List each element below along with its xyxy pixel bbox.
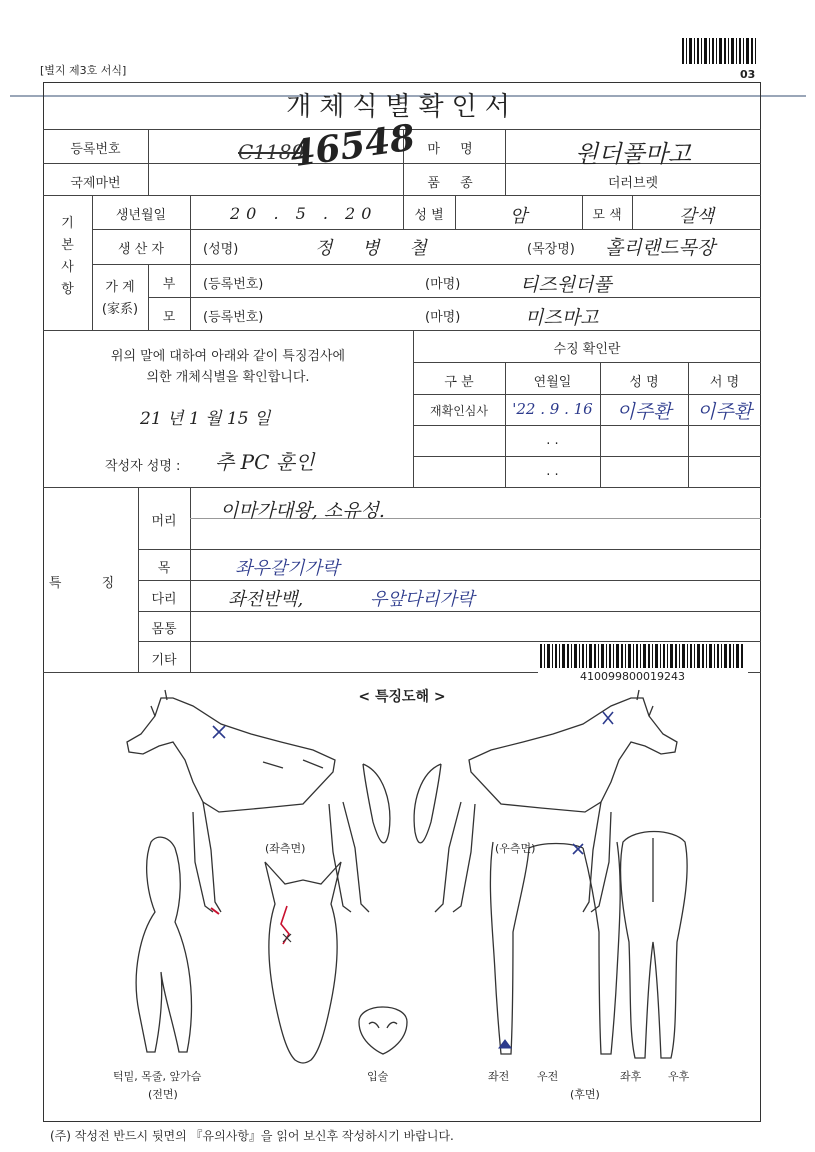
head-value: 이마가대왕, 소유성.	[220, 500, 385, 522]
reg-no-label: 등록번호	[70, 142, 121, 157]
col-category: 구 분	[444, 375, 474, 390]
sire-reg-label: (등록번호)	[203, 277, 264, 292]
diagram-title: < 특징도해 >	[358, 689, 446, 705]
row-line	[92, 264, 761, 265]
row-line	[413, 425, 761, 426]
footer-note: (주) 작성전 반드시 뒷면의 『유의사항』을 읽어 보신후 작성하시기 바랍니다.	[50, 1129, 454, 1143]
col-date: 연월일	[533, 375, 572, 390]
left-side-horse	[127, 690, 390, 912]
dam-reg-label: (등록번호)	[203, 310, 264, 325]
right-side-horse	[414, 690, 677, 912]
row1-sign: 이주환	[696, 401, 753, 423]
form-reference: [별지 제3호 서식]	[40, 64, 127, 77]
muzzle-view	[359, 1007, 407, 1054]
dam-label: 모	[162, 310, 176, 325]
dam-name-label: (마명)	[425, 310, 461, 325]
row-line	[413, 456, 761, 457]
lh-caption: 좌후	[620, 1070, 642, 1083]
coat-label: 모 색	[592, 208, 622, 223]
row2-date: . .	[546, 433, 559, 448]
mark-x	[283, 934, 291, 942]
dam-name-value: 미즈마고	[525, 307, 599, 329]
horse-diagram	[43, 672, 761, 1120]
rear-view-horse	[621, 832, 688, 1059]
neck-value: 좌우갈기가락	[235, 558, 340, 579]
vet-title: 수징 확인란	[553, 342, 621, 357]
horse-name-label: 마 명	[427, 142, 481, 157]
sire-label: 부	[162, 277, 176, 292]
rh-caption: 우후	[668, 1070, 690, 1083]
row-line	[43, 487, 761, 488]
basic-label-char: 항	[61, 282, 74, 297]
row1-date: '22 . 9 . 16	[512, 400, 593, 418]
row-line	[413, 362, 761, 363]
col-line	[148, 129, 149, 195]
author-value: 추 PC 훈인	[215, 450, 315, 474]
breed-label: 품 종	[427, 176, 481, 191]
row1-name: 이주환	[616, 401, 672, 423]
front-caption-sub: (전면)	[148, 1088, 178, 1101]
mark-x	[573, 844, 583, 854]
legs-label: 다리	[151, 592, 177, 607]
features-section-label: 특 징	[48, 576, 133, 591]
lineage-label-hanja: (家系)	[101, 302, 139, 317]
author-label: 작성자 성명 :	[105, 459, 181, 474]
lineage-label: 가 계	[105, 280, 135, 295]
left-side-caption: (좌측면)	[265, 842, 306, 855]
col-name: 성 명	[629, 375, 659, 390]
basic-label-char: 본	[61, 238, 74, 253]
intl-no-label: 국제마번	[70, 176, 121, 191]
lf-caption: 좌전	[488, 1070, 510, 1083]
sex-label: 성 별	[414, 208, 444, 223]
legs-value-2: 우앞다리가락	[370, 589, 475, 610]
head-label: 머리	[151, 514, 177, 529]
row-line	[43, 330, 761, 331]
row-line	[138, 549, 761, 550]
front-view-horse	[136, 837, 191, 1052]
top-barcode	[680, 38, 760, 64]
feature-marks	[211, 712, 613, 1048]
row-line	[138, 611, 761, 612]
farm-label: (목장명)	[527, 242, 575, 257]
row-line	[148, 297, 761, 298]
farm-value: 홀리랜드목장	[605, 237, 716, 259]
producer-name-value: 정 병 철	[315, 238, 439, 259]
basic-section-label	[43, 213, 92, 301]
birth-value: 20 . 5 . 20	[230, 204, 378, 223]
body-label: 몸통	[151, 622, 177, 637]
head-front-view	[265, 862, 341, 1063]
statement-line-1: 위의 말에 대하여 아래와 같이 특징검사에	[110, 349, 346, 364]
row-line	[138, 641, 761, 642]
producer-label: 생 산 자	[118, 242, 164, 257]
row-line	[43, 195, 761, 196]
reg-no-struck: C1189	[238, 140, 305, 164]
other-label: 기타	[151, 653, 177, 668]
col-line	[190, 264, 191, 330]
horse-name-value: 원더풀마고	[575, 140, 691, 168]
row3-date: . .	[546, 464, 559, 479]
sire-name-label: (마명)	[425, 277, 461, 292]
rear-caption: (후면)	[570, 1088, 600, 1101]
sex-value: 암	[509, 206, 528, 227]
confirm-date: 21 년 1 월 15 일	[140, 409, 271, 429]
breed-value: 더러브렛	[607, 176, 659, 191]
statement-line-2: 의한 개체식별을 확인합니다.	[146, 370, 310, 385]
row-line	[413, 394, 761, 395]
producer-name-label: (성명)	[203, 242, 239, 257]
basic-label-char: 기	[61, 216, 74, 231]
basic-label-char: 사	[61, 260, 74, 275]
mark-x	[213, 726, 225, 738]
barcode-number: 410099800019243	[580, 670, 685, 683]
row-line	[92, 229, 761, 230]
page-code: 03	[740, 68, 756, 81]
sire-name-value: 티즈원더풀	[520, 274, 612, 296]
mark-x	[603, 712, 613, 724]
neck-label: 목	[157, 561, 171, 576]
rf-caption: 우전	[537, 1070, 559, 1083]
row-line	[138, 580, 761, 581]
birth-label: 생년월일	[115, 208, 167, 223]
form-title: 개체식별확인서	[286, 92, 518, 122]
col-sign: 서 명	[709, 375, 740, 390]
right-side-caption: (우측면)	[495, 842, 536, 855]
reg-no-value: 46548	[287, 116, 418, 176]
mark-blue	[499, 1040, 511, 1048]
front-legs-view	[490, 842, 620, 1054]
coat-value: 갈색	[679, 206, 714, 227]
col-line	[190, 195, 191, 264]
legs-value-1: 좌전반백,	[228, 589, 304, 610]
row1-category: 재확인심사	[430, 404, 488, 418]
muzzle-caption: 입술	[367, 1070, 389, 1083]
front-caption: 턱밑, 목줄, 앞가슴	[113, 1070, 202, 1083]
